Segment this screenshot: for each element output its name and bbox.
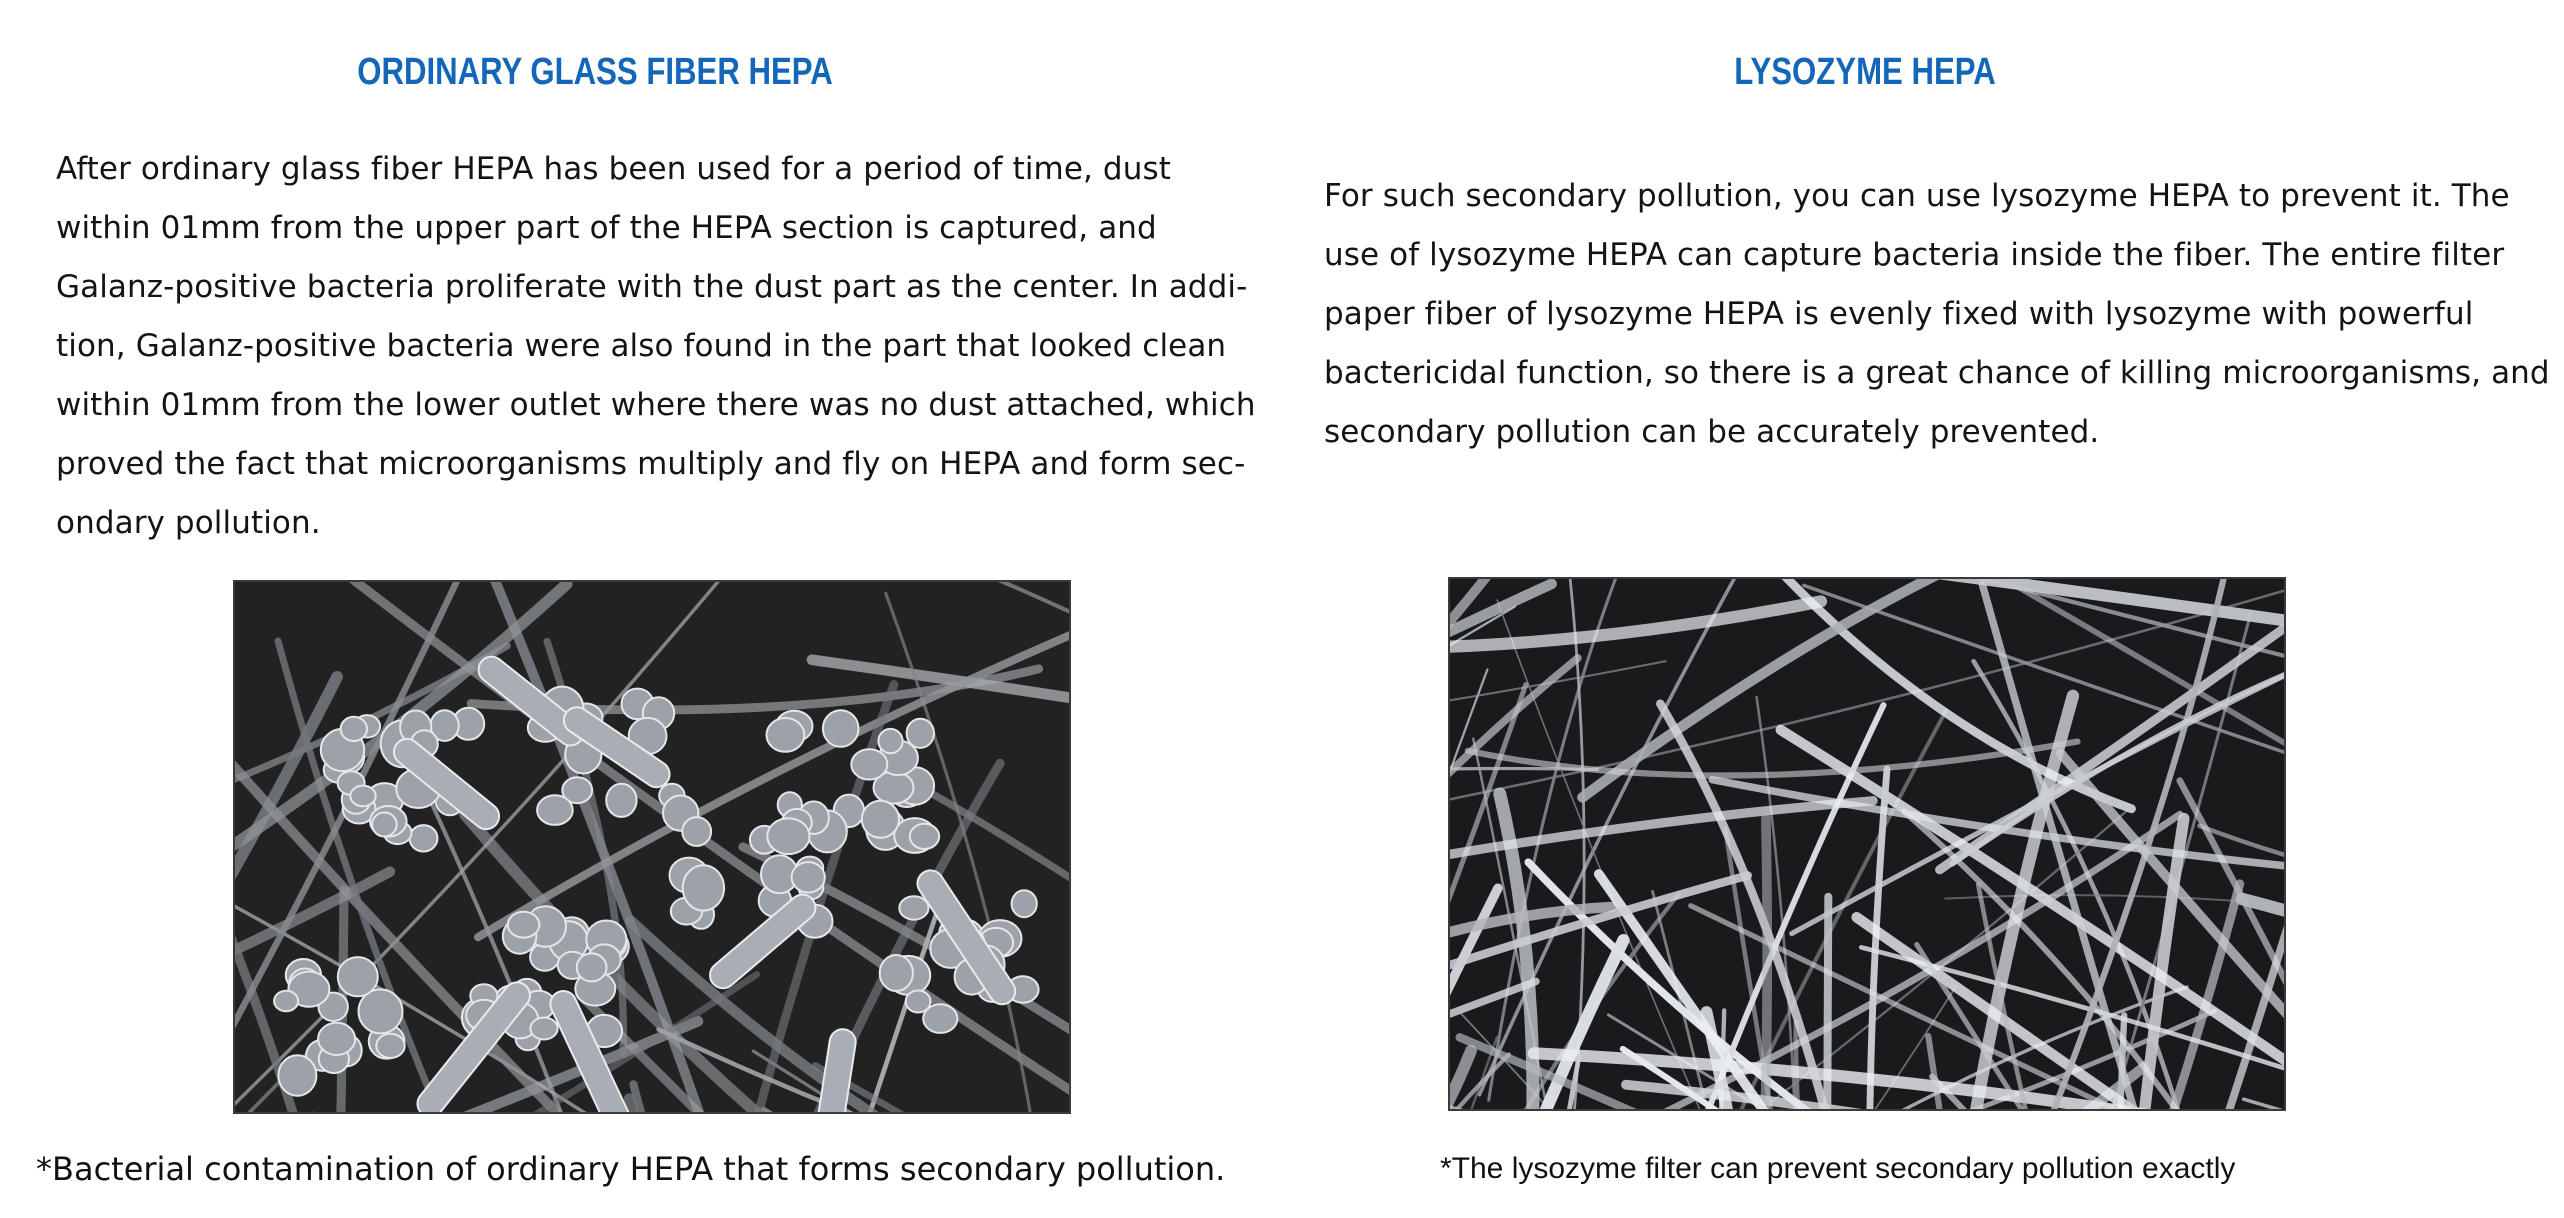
bacterium-cell bbox=[318, 1023, 355, 1055]
bacterium-cell bbox=[880, 955, 913, 991]
bacterium-cell bbox=[606, 784, 636, 817]
ordinary-hepa-paragraph bbox=[56, 140, 1256, 553]
bacterium-cell bbox=[851, 749, 887, 779]
bacterium-cell bbox=[792, 862, 825, 892]
bacterium-cell bbox=[338, 957, 378, 996]
bacterium-cell bbox=[906, 991, 931, 1013]
bacterium-cell bbox=[274, 991, 298, 1012]
paragraph-line: bactericidal function, so there is a great chance of killing microorganisms, and bbox=[1324, 355, 2550, 391]
bacterium-cell bbox=[537, 795, 573, 825]
paragraph-line: Galanz-positive bacteria proliferate with the dust part as the center. In addi- bbox=[56, 269, 1248, 305]
ordinary-hepa-caption: *Bacterial contamination of ordinary HEPA that forms secondary pollution. bbox=[36, 1150, 1226, 1188]
paragraph-line: paper fiber of lysozyme HEPA is evenly fixed with lysozyme with powerful bbox=[1324, 296, 2474, 332]
bacterium-cell bbox=[907, 719, 934, 748]
bacterium-cell bbox=[1012, 890, 1037, 917]
paragraph-line: secondary pollution can be accurately prevented. bbox=[1324, 414, 2100, 450]
bacterium-cell bbox=[823, 710, 859, 747]
lysozyme-hepa-caption: *The lysozyme filter can prevent secondary pollution exactly bbox=[1440, 1152, 2236, 1185]
bacterium-cell bbox=[878, 729, 902, 753]
lysozyme-hepa-heading: LYSOZYME HEPA bbox=[1734, 51, 1996, 93]
bacterium-cell bbox=[341, 717, 367, 741]
bacterium-cell bbox=[899, 896, 928, 919]
bacterium-cell bbox=[683, 865, 724, 910]
bacteria-contaminated-fiber-micrograph bbox=[233, 580, 1071, 1114]
bacterium-cell bbox=[350, 786, 375, 807]
bacterium-cell bbox=[862, 801, 899, 838]
bacterium-cell bbox=[508, 912, 540, 938]
bacterium-cell bbox=[682, 817, 711, 846]
bacterium-cell bbox=[910, 824, 939, 849]
paragraph-line: After ordinary glass fiber HEPA has been used for a period of time, dust bbox=[56, 151, 1171, 187]
paragraph-line: proved the fact that microorganisms multiply and fly on HEPA and form sec- bbox=[56, 446, 1246, 482]
paragraph-line: within 01mm from the upper part of the HEPA section is captured, and bbox=[56, 210, 1157, 246]
bacterium-cell bbox=[577, 953, 607, 981]
paragraph-line: within 01mm from the lower outlet where there was no dust attached, which bbox=[56, 387, 1256, 423]
paragraph-line: ondary pollution. bbox=[56, 505, 321, 541]
bacterium-cell bbox=[530, 1018, 557, 1040]
lysozyme-hepa-paragraph bbox=[1324, 167, 2550, 462]
bacterium-cell bbox=[376, 1034, 404, 1058]
bacterium-cell bbox=[410, 825, 438, 851]
bacterium-cell bbox=[278, 1055, 316, 1095]
bacterium-cell bbox=[767, 818, 809, 854]
micrograph-bacteria-image bbox=[235, 582, 1069, 1112]
paragraph-line: tion, Galanz-positive bacteria were also found in the part that looked clean bbox=[56, 328, 1227, 364]
ordinary-hepa-heading: ORDINARY GLASS FIBER HEPA bbox=[357, 51, 833, 93]
bacterium-cell bbox=[372, 813, 397, 837]
clean-lysozyme-fiber-micrograph bbox=[1448, 577, 2286, 1111]
micrograph-fiber-image bbox=[1450, 579, 2284, 1109]
bacterium-cell bbox=[767, 718, 805, 752]
paragraph-line: For such secondary pollution, you can use lysozyme HEPA to prevent it. The bbox=[1324, 178, 2510, 214]
paragraph-line: use of lysozyme HEPA can capture bacteria inside the fiber. The entire filter bbox=[1324, 237, 2505, 273]
